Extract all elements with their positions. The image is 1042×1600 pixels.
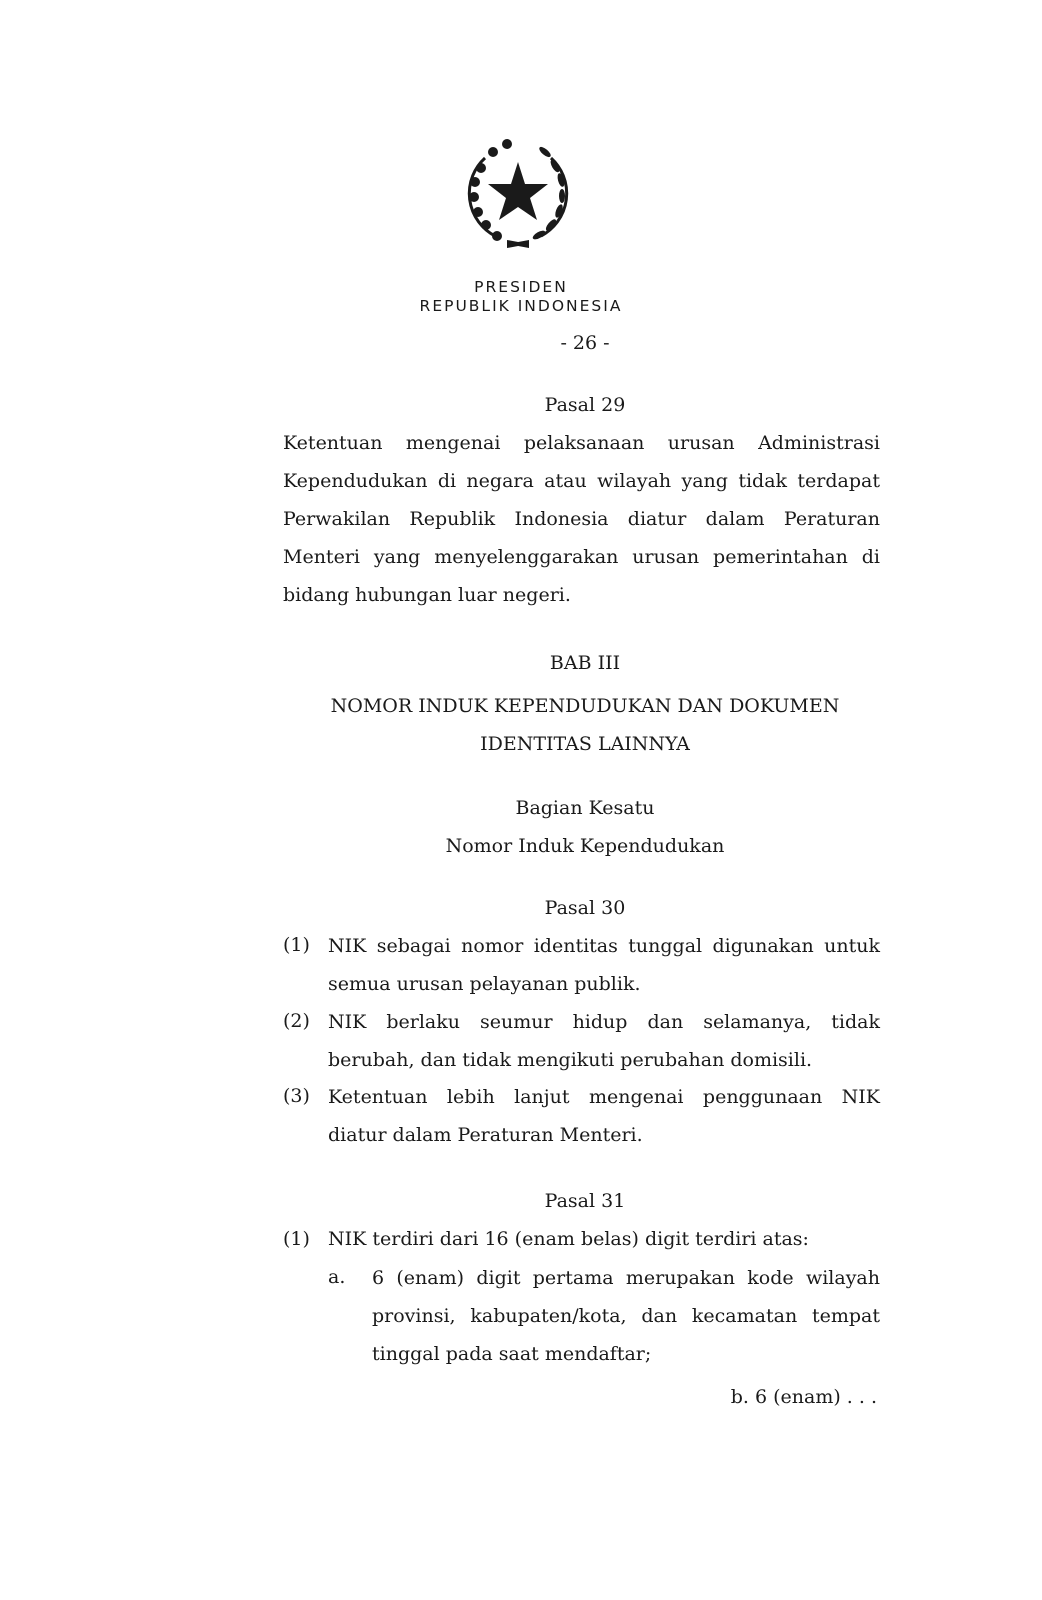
pasal-30-title: Pasal 30 (544, 897, 626, 919)
item-number: (2) (283, 1010, 310, 1032)
text-line: 6 (enam) digit pertama merupakan kode wilayah (372, 1267, 880, 1289)
bab-subtitle-line-2: IDENTITAS LAINNYA (480, 733, 690, 755)
bab-title: BAB III (549, 652, 621, 674)
text-line: Menteri yang menyelenggarakan urusan pemerintahan di (283, 546, 880, 568)
item-number: (1) (283, 934, 310, 956)
text-line: tinggal pada saat mendaftar; (372, 1343, 652, 1365)
pasal-31-sub-item-a (372, 1259, 880, 1373)
pasal-31-title: Pasal 31 (544, 1190, 626, 1212)
text-line: berubah, dan tidak mengikuti perubahan domisili. (328, 1049, 813, 1071)
text-line: provinsi, kabupaten/kota, dan kecamatan tempat (372, 1305, 880, 1327)
text-line: Ketentuan lebih lanjut mengenai penggunaan NIK (328, 1086, 880, 1108)
text-line: Perwakilan Republik Indonesia diatur dalam Peraturan (283, 508, 880, 530)
presidential-emblem-icon (455, 128, 581, 254)
item-number: (1) (283, 1228, 310, 1250)
header-republic: REPUBLIK INDONESIA (419, 297, 623, 315)
text-line: semua urusan pelayanan publik. (328, 973, 641, 995)
sub-item-letter: a. (328, 1266, 346, 1288)
page-number: - 26 - (560, 332, 610, 354)
pasal-29-title: Pasal 29 (544, 394, 626, 416)
pasal-30-item-1 (328, 927, 880, 1003)
text-line: bidang hubungan luar negeri. (283, 584, 571, 606)
continuation-marker: b. 6 (enam) . . . (730, 1386, 877, 1408)
header-president: PRESIDEN (474, 278, 568, 296)
item-number: (3) (283, 1085, 310, 1107)
pasal-31-item-1: NIK terdiri dari 16 (enam belas) digit terdiri atas: (328, 1228, 809, 1250)
bagian-subtitle: Nomor Induk Kependudukan (445, 835, 725, 857)
text-line: NIK sebagai nomor identitas tunggal digunakan untuk (328, 935, 880, 957)
text-line: Ketentuan mengenai pelaksanaan urusan Administrasi (283, 432, 880, 454)
bagian-title: Bagian Kesatu (515, 797, 655, 819)
pasal-30-item-2 (328, 1003, 880, 1079)
pasal-29-text (283, 424, 880, 614)
bab-subtitle-line-1: NOMOR INDUK KEPENDUDUKAN DAN DOKUMEN (330, 695, 840, 717)
text-line: diatur dalam Peraturan Menteri. (328, 1124, 643, 1146)
pasal-30-item-3 (328, 1078, 880, 1154)
text-line: Kependudukan di negara atau wilayah yang tidak terdapat (283, 470, 880, 492)
text-line: NIK berlaku seumur hidup dan selamanya, tidak (328, 1011, 880, 1033)
